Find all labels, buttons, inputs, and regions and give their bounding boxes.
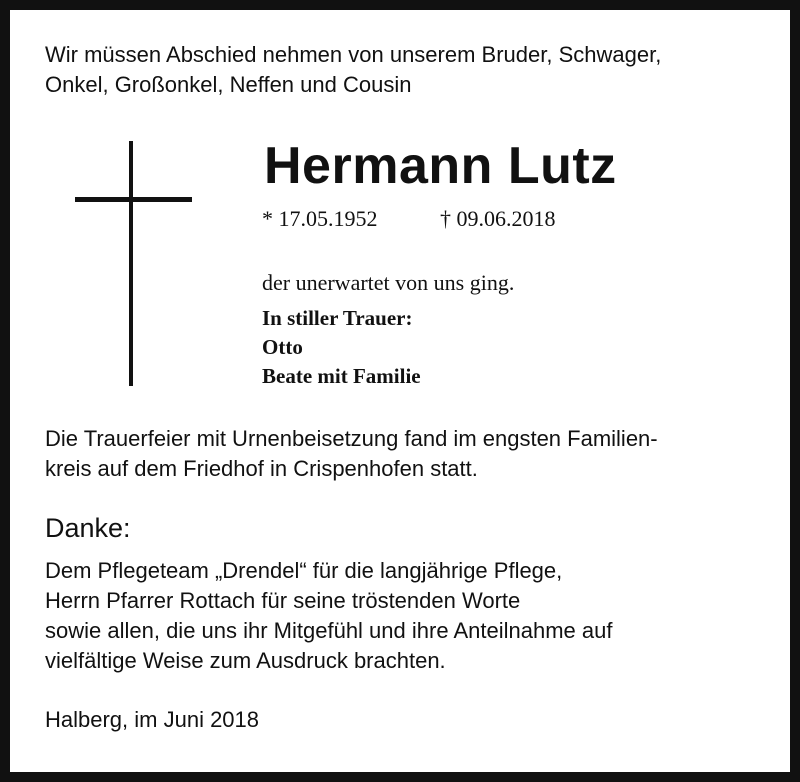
birth-date: * 17.05.1952 [262,206,378,231]
thanks-line: vielfältige Weise zum Ausdruck brachten. [45,648,446,673]
death-date: † 09.06.2018 [440,206,556,231]
mourners-block [262,304,421,391]
thanks-line: Herrn Pfarrer Rottach für seine tröstenden Worte [45,588,521,613]
intro-line: Onkel, Großonkel, Neffen und Cousin [45,72,412,97]
deceased-name: Hermann Lutz [264,137,617,195]
ceremony-line: Die Trauerfeier mit Urnenbeisetzung fand im engsten Familien- [45,426,658,451]
cross-vertical-bar [129,141,133,386]
ceremony-line: kreis auf dem Friedhof in Crispenhofen statt. [45,456,478,481]
mourner-name: Beate mit Familie [262,364,421,388]
thanks-text [45,556,612,676]
thanks-line: Dem Pflegeteam „Drendel“ für die langjährige Pflege, [45,558,563,583]
place-date: Halberg, im Juni 2018 [45,707,260,732]
passing-phrase: der unerwartet von uns ging. [262,270,515,295]
intro-line: Wir müssen Abschied nehmen von unserem Bruder, Schwager, [45,42,662,67]
cross-horizontal-bar [75,197,192,202]
thanks-heading: Danke: [45,513,131,543]
thanks-line: sowie allen, die uns ihr Mitgefühl und ihre Anteilnahme auf [45,618,613,643]
intro-text [45,40,661,100]
mourners-heading: In stiller Trauer: [262,306,413,330]
ceremony-text [45,424,658,484]
mourner-name: Otto [262,335,303,359]
